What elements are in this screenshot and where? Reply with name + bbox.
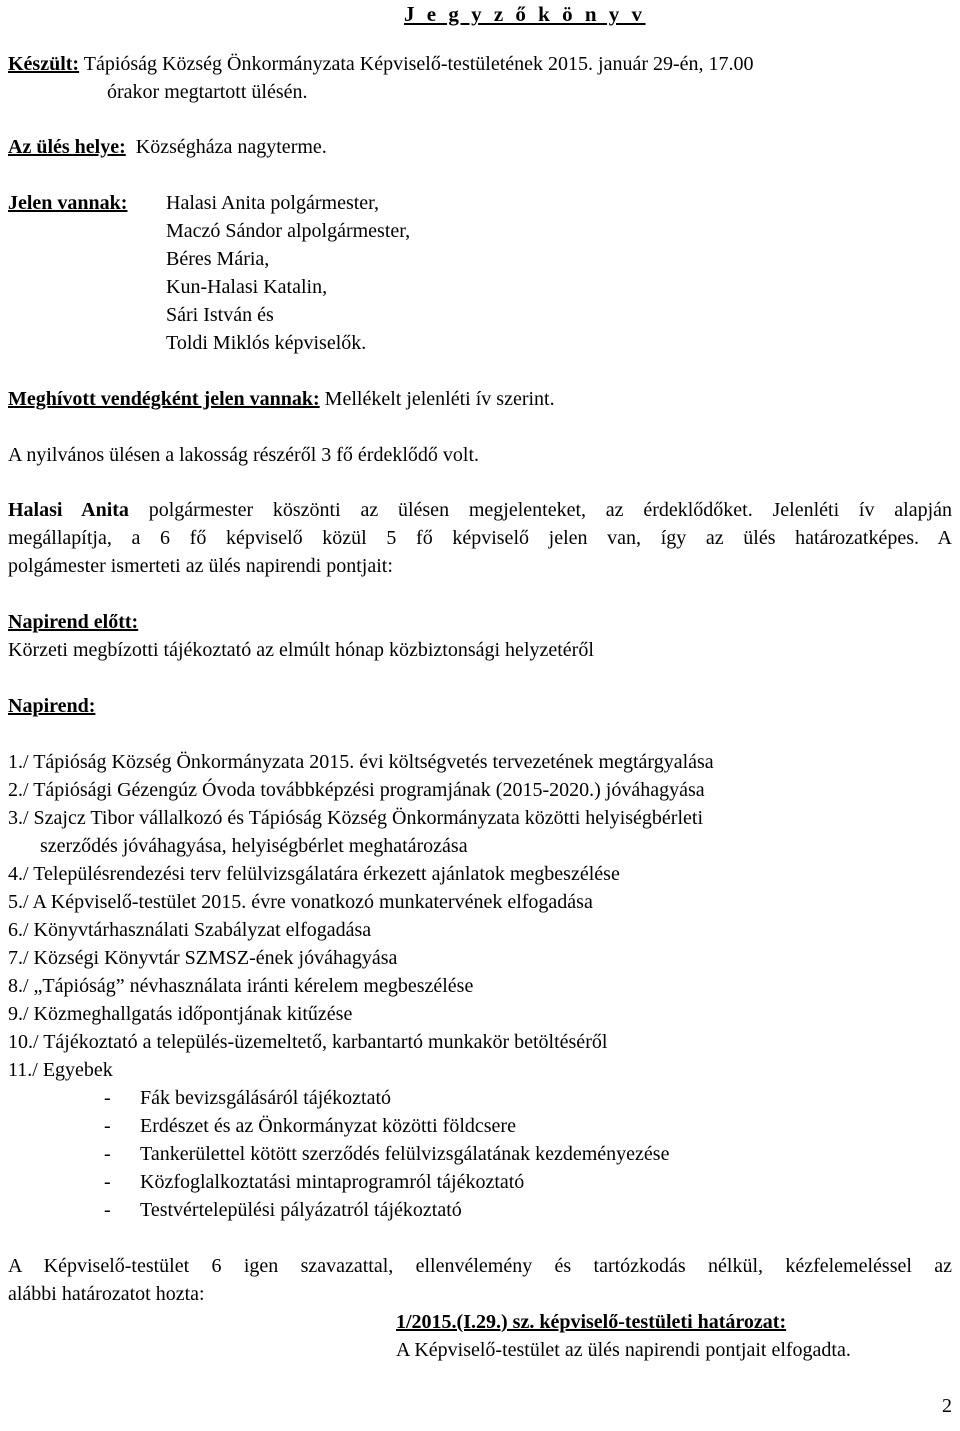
agenda-item: 1./ Tápióság Község Önkormányzata 2015. évi költségvetés tervezetének megtárgyalása <box>8 751 714 773</box>
agenda-item: 3./ Szajcz Tibor vállalkozó és Tápióság Község Önkormányzata közötti helyiségbérleti <box>8 807 704 829</box>
agenda-item-continuation: szerződés jóváhagyása, helyiségbérlet meghatározása <box>40 835 468 857</box>
vote-line-2: alábbi határozatot hozta: <box>8 1283 205 1305</box>
agenda-sub-bullet: - <box>104 1199 111 1221</box>
made-value-2: órakor megtartott ülésén. <box>107 81 308 103</box>
intro-line-1 <box>8 498 952 522</box>
agenda-item: 4./ Településrendezési terv felülvizsgálatára érkezett ajánlatok megbeszélése <box>8 863 620 885</box>
agenda-sub-bullet: - <box>104 1087 111 1109</box>
agenda-sub-bullet: - <box>104 1115 111 1137</box>
agenda-item: 8./ „Tápióság” névhasználata iránti kérelem megbeszélése <box>8 975 474 997</box>
present-member: Béres Mária, <box>166 248 270 270</box>
guests-value: Mellékelt jelenléti ív szerint. <box>324 388 555 410</box>
guests-line <box>8 387 555 411</box>
venue-line <box>8 135 327 159</box>
present-member: Halasi Anita polgármester, <box>166 192 380 214</box>
agenda-sub-item: Testvértelepülési pályázatról tájékoztató <box>140 1199 462 1221</box>
agenda-item: 7./ Községi Könyvtár SZMSZ-ének jóváhagyása <box>8 947 398 969</box>
pre-agenda-label: Napirend előtt: <box>8 611 139 633</box>
agenda-sub-item: Tankerülettel kötött szerződés felülvizsgálatának kezdeményezése <box>140 1143 670 1165</box>
venue-value: Községháza nagyterme. <box>135 136 327 158</box>
agenda-sub-item: Közfoglalkoztatási mintaprogramról tájékoztató <box>140 1171 525 1193</box>
pre-agenda-item: Körzeti megbízotti tájékoztató az elmúlt hónap közbiztonsági helyzetéről <box>8 639 594 661</box>
made-value-1: Tápióság Község Önkormányzata Képviselő-testületének 2015. január 29-én, 17.00 <box>83 53 754 75</box>
agenda-item: 11./ Egyebek <box>8 1059 113 1081</box>
agenda-item: 2./ Tápiósági Gézengúz Óvoda továbbképzési programjának (2015-2020.) jóváhagyása <box>8 779 705 801</box>
intro-line-1-rest: polgármester köszönti az ülésen megjelenteket, az érdeklődőket. Jelenléti ív alapján <box>148 499 953 521</box>
agenda-item: 9./ Közmeghallgatás időpontjának kitűzése <box>8 1003 353 1025</box>
agenda-item: 6./ Könyvtárhasználati Szabályzat elfogadása <box>8 919 372 941</box>
venue-label: Az ülés helye: <box>8 136 126 158</box>
agenda-sub-item: Erdészet és az Önkormányzat közötti földcsere <box>140 1115 516 1137</box>
present-member: Toldi Miklós képviselők. <box>166 332 367 354</box>
agenda-sub-item: Fák bevizsgálásáról tájékoztató <box>140 1087 392 1109</box>
agenda-sub-bullet: - <box>104 1171 111 1193</box>
vote-line-1: A Képviselő-testület 6 igen szavazattal, ellenvélemény és tartózkodás nélkül, kézfelemeléssel az <box>8 1255 952 1277</box>
page-number: 2 <box>942 1395 952 1417</box>
guests-label: Meghívott vendégként jelen vannak: <box>8 388 320 410</box>
intro-line-3: polgámester ismerteti az ülés napirendi pontjait: <box>8 555 393 577</box>
made-label: Készült: <box>8 53 80 75</box>
made-line-1 <box>8 52 754 76</box>
present-member: Sári István és <box>166 304 274 326</box>
agenda-item: 10./ Tájékoztató a település-üzemeltető, karbantartó munkakör betöltéséről <box>8 1031 608 1053</box>
present-label: Jelen vannak: <box>8 192 128 214</box>
resolution-text: A Képviselő-testület az ülés napirendi pontjait elfogadta. <box>396 1339 851 1361</box>
resolution-title: 1/2015.(I.29.) sz. képviselő-testületi határozat: <box>396 1311 787 1333</box>
agenda-item: 5./ A Képviselő-testület 2015. évre vonatkozó munkatervének elfogadása <box>8 891 593 913</box>
public-attendance: A nyilvános ülésen a lakosság részéről 3 fő érdeklődő volt. <box>8 444 479 466</box>
present-member: Kun-Halasi Katalin, <box>166 276 328 298</box>
agenda-sub-bullet: - <box>104 1143 111 1165</box>
intro-line-2: megállapítja, a 6 fő képviselő közül 5 fő képviselő jelen van, így az ülés határozatképes. A <box>8 527 952 549</box>
document-title: J e g y z ő k ö n y v <box>404 2 646 26</box>
present-member: Maczó Sándor alpolgármester, <box>166 220 411 242</box>
agenda-label: Napirend: <box>8 695 96 717</box>
mayor-name: Halasi Anita <box>8 499 129 521</box>
